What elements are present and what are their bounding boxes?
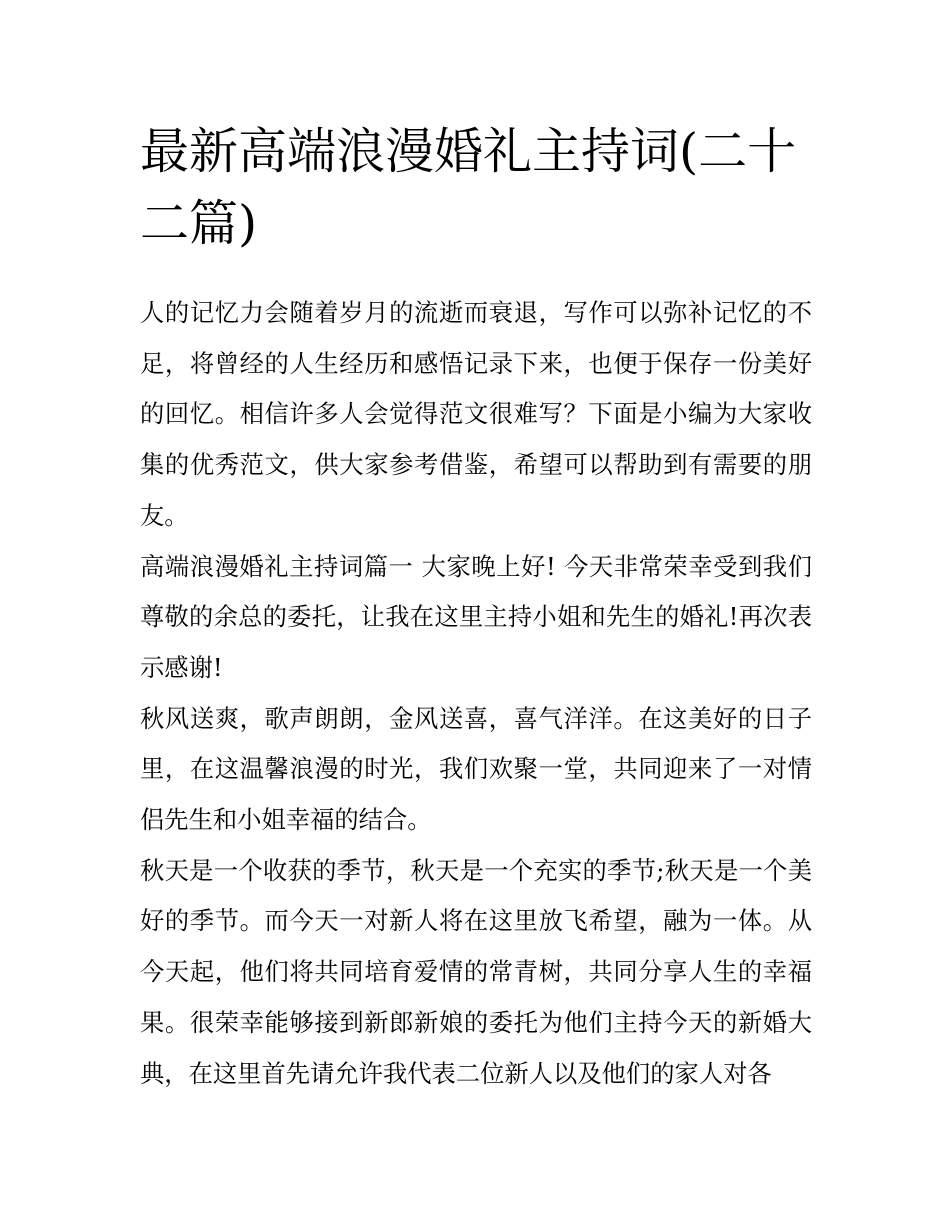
paragraph-greeting: 高端浪漫婚礼主持词篇一 大家晚上好! 今天非常荣幸受到我们尊敬的余总的委托，让我在这里主持小姐和先生的婚礼!再次表示感谢! xyxy=(140,551,812,682)
document-content xyxy=(140,116,812,1099)
document-title: 最新高端浪漫婚礼主持词(二十二篇) xyxy=(140,123,797,252)
paragraph-intro: 人的记忆力会随着岁月的流逝而衰退，写作可以弥补记忆的不足，将曾经的人生经历和感悟记录下来，也便于保存一份美好的回忆。相信许多人会觉得范文很难写？下面是小编为大家收集的优秀范文，供大家参考借鉴，希望可以帮助到有需要的朋友。 xyxy=(140,298,812,530)
paragraph-autumn-wind: 秋风送爽，歌声朗朗，金风送喜，喜气洋洋。在这美好的日子里，在这温馨浪漫的时光，我们欢聚一堂，共同迎来了一对情侣先生和小姐幸福的结合。 xyxy=(140,703,812,835)
document-body xyxy=(140,288,812,1099)
paragraph-autumn-season: 秋天是一个收获的季节，秋天是一个充实的季节;秋天是一个美好的季节。而今天一对新人将在这里放飞希望，融为一体。从今天起，他们将共同培育爱情的常青树，共同分享人生的幸福果。很荣幸能够接到新郎新娘的委托为他们主持今天的新婚大典，在这里首先请允许我代表二位新人以及他们的家人对各 xyxy=(140,855,812,1088)
